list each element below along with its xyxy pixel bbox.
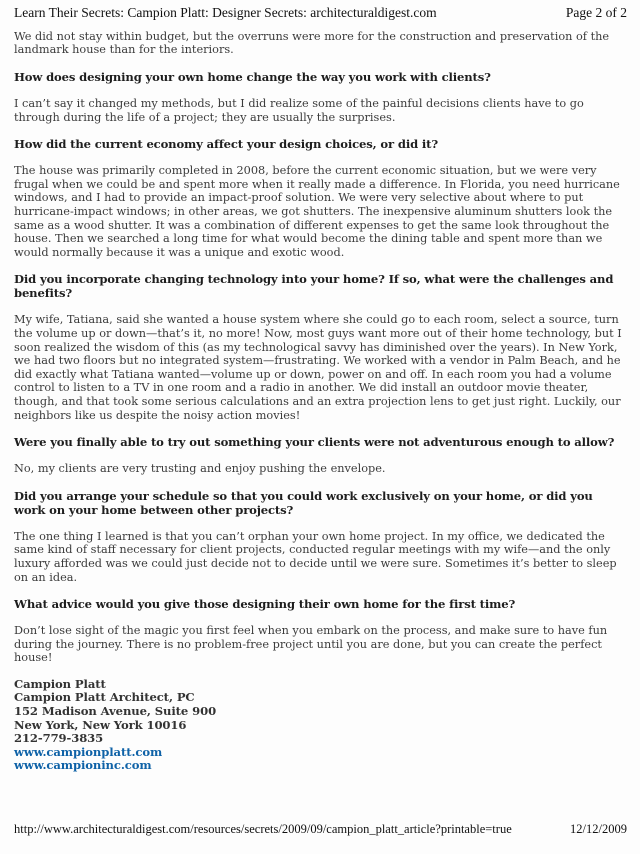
answer: My wife, Tatiana, said she wanted a house system where she could go to each room, select a source, turn the volume up or down—that’s it, no more! Now, most guys want more out of their home technology, but I soon realized the wisdom of this (as my technological savvy has diminished over the years). In New York, we had two floors but no integrated system—frustrating. We worked with a vendor in Palm Beach, and he did exactly what Tatiana wanted—volume up or down, power on and off. In each room you had a volume control to listen to a TV in one room and a radio in another. We did install an outdoor movie theater, though, and that took some serious calculations and an extra projection lens to get just right. Luckily, our neighbors like us despite the noisy action movies! [14, 313, 622, 422]
question: Were you finally able to try out something your clients were not adventurous enough to allow? [14, 435, 615, 450]
answer: The one thing I learned is that you can’t orphan your own home project. In my office, we dedicated the same kind of staff necessary for client projects, conducted regular meetings with my wife—and the only luxury afforded was we could just decide not to decide until we were sure. Sometimes it’s better to sleep on an idea. [14, 529, 617, 584]
question: What advice would you give those designing their own home for the first time? [14, 597, 516, 612]
print-date: 12/12/2009 [570, 822, 627, 836]
source-url: http://www.architecturaldigest.com/resources/secrets/2009/09/campion_platt_article?printable=true [14, 822, 512, 836]
question: How did the current economy affect your design choices, or did it? [14, 137, 439, 152]
qa-item [14, 489, 626, 584]
answer: Don’t lose sight of the magic you first feel when you embark on the process, and make sure to have fun during the journey. There is no problem-free project until you are done, but you can create the perfect house! [14, 624, 608, 665]
signature-phone: 212-779-3835 [14, 731, 104, 746]
link-campionplatt[interactable]: www.campionplatt.com [14, 744, 163, 759]
page-number: Page 2 of 2 [565, 5, 627, 20]
qa-item [14, 597, 626, 665]
qa-item [14, 435, 626, 476]
print-header [0, 0, 640, 21]
answer: No, my clients are very trusting and enjoy pushing the envelope. [14, 462, 386, 476]
article-body [0, 21, 640, 773]
signature-name: Campion Platt [14, 676, 106, 691]
qa-item [14, 137, 626, 259]
document-title: Learn Their Secrets: Campion Platt: Designer Secrets: architecturaldigest.com [14, 5, 437, 20]
answer: The house was primarily completed in 2008, before the current economic situation, but we were very frugal when we could be and spent more when it really made a difference. In Florida, you need hurricane windows, and I had to provide an impact-proof solution. We were very selective about where to put hurricane-impact windows; in other areas, we got shutters. The inexpensive aluminum shutters look the same as a wood shutter. It was a combination of different expenses to get the same look throughout the house. Then we searched a long time for what would become the dining table and spent more than we would normally because it was a unique and exotic wood. [14, 164, 620, 259]
question: Did you arrange your schedule so that you could work exclusively on your home, or did you work on your home between other projects? [14, 488, 593, 517]
question: How does designing your own home change the way you work with clients? [14, 70, 491, 85]
answer: I can’t say it changed my methods, but I did realize some of the painful decisions clients have to go through during the life of a project; they are usually the surprises. [14, 97, 584, 124]
signature-company: Campion Platt Architect, PC [14, 690, 195, 705]
link-campioninc[interactable]: www.campioninc.com [14, 758, 152, 773]
qa-item [14, 70, 626, 124]
question: Did you incorporate changing technology into your home? If so, what were the challenges and benefits? [14, 272, 614, 301]
signature-city: New York, New York 10016 [14, 717, 187, 732]
intro-paragraph: We did not stay within budget, but the overruns were more for the construction and preservation of the landmark house than for the interiors. [14, 29, 610, 57]
print-footer [14, 822, 627, 837]
qa-item [14, 272, 626, 422]
signature-address: 152 Madison Avenue, Suite 900 [14, 704, 217, 719]
signature-block [14, 678, 626, 773]
